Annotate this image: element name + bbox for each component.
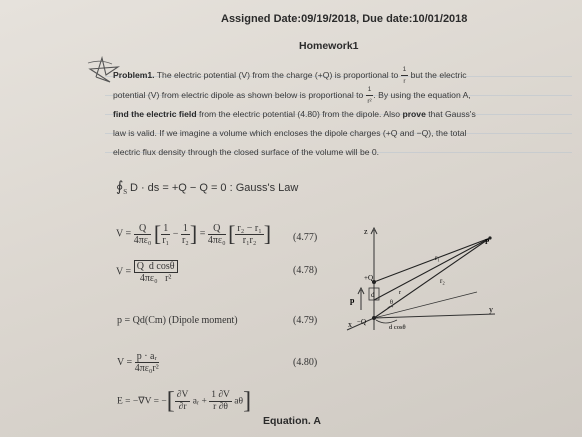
fraction-denominator: 4πε₀ r² [139, 273, 172, 284]
problem-line-3 [113, 105, 476, 124]
dcos-brace [376, 320, 397, 323]
fraction-denominator: 4πε₀ [133, 234, 152, 246]
gauss-law-expression: D · ds = +Q − Q = 0 : Gauss's Law [129, 182, 299, 194]
dipole-moment-label: p [350, 296, 355, 305]
equation-a-label: Equation. A [263, 415, 321, 427]
bold-phrase: prove [402, 109, 426, 119]
eq-fraction [134, 260, 178, 284]
r-line [374, 238, 490, 300]
d-label: d [371, 291, 375, 299]
problem-line-4: law is valid. If we imagine a volume which encloses the dipole charges (+Q and −Q), the total [113, 128, 467, 138]
fraction-denominator: r² [367, 98, 372, 105]
fraction-denominator: r ∂θ [213, 402, 228, 412]
dcos-label: d cosθ [389, 324, 406, 331]
equals-sign: = [199, 228, 206, 240]
unit-vector-theta: aθ [234, 396, 244, 407]
fraction-numerator: ∂V [176, 390, 189, 400]
eq-fraction [209, 390, 232, 413]
equation-number-4-80: (4.80) [293, 357, 318, 368]
eq-fraction [181, 223, 190, 246]
negative-charge [372, 316, 376, 320]
plus-q-label: +Q [364, 274, 374, 282]
eq-fraction [135, 351, 159, 374]
left-bracket: [ [228, 221, 236, 246]
fraction-numerator: 1 [163, 222, 169, 234]
problem-text: that Gauss's [425, 109, 476, 119]
eq-lhs: V = [116, 266, 132, 278]
eq-lhs: E = −∇V = − [117, 396, 167, 407]
right-bracket: ] [263, 221, 272, 246]
r2-label: r₂ [440, 277, 445, 285]
fraction-numerator: Q d cosθ [134, 260, 178, 273]
eq-fraction [161, 223, 170, 246]
problem-line-2 [113, 84, 471, 107]
x-label: x [348, 320, 352, 329]
fraction-numerator: Q [208, 223, 226, 235]
problem-text: . By using the equation A, [373, 89, 471, 100]
problem-text: from the electric potential (4.80) from the dipole. Also [196, 109, 403, 119]
dipole-diagram [335, 220, 505, 340]
fraction-numerator: p · aᵣ [136, 351, 157, 362]
eq-fraction [235, 223, 263, 246]
fraction-denominator: 4πε₀ [207, 234, 226, 246]
y-axis [374, 314, 495, 318]
fraction-denominator: r₂ [181, 234, 189, 246]
problem-line-5: electric flux density through the closed surface of the volume will be 0. [113, 147, 380, 157]
left-bracket: [ [166, 388, 175, 414]
equation-4-79: p = Qd(Cm) (Dipole moment) [117, 315, 238, 326]
problem-label: Problem1. [113, 69, 155, 80]
fraction-numerator: r₂ − r₁ [237, 222, 262, 234]
r1-label: r₁ [435, 254, 440, 262]
unit-vector-r: aᵣ + [192, 396, 207, 407]
right-bracket: ] [243, 388, 252, 414]
fraction-denominator: r₁r₂ [242, 234, 257, 246]
eq-lhs: V = [117, 356, 133, 368]
closed-surface-integral-icon: ∮ [116, 180, 124, 195]
gauss-law-equation [116, 179, 298, 196]
equation-4-78 [116, 260, 178, 284]
right-bracket: ] [189, 221, 198, 246]
eq-lhs: V = [116, 228, 132, 240]
fraction-numerator: 1 [366, 84, 374, 96]
assignment-dates: Assigned Date:09/19/2018, Due date:10/01/2018 [221, 13, 468, 25]
fraction-denominator: r [403, 78, 406, 85]
r-label: r [399, 290, 401, 296]
equation-number-4-79: (4.79) [293, 315, 318, 326]
homework-title: Homework1 [299, 40, 359, 52]
equation-a [117, 388, 251, 415]
bold-phrase: find the electric field [113, 109, 197, 119]
fraction-numerator: Q [134, 223, 152, 235]
r1-line [374, 238, 490, 282]
fraction-numerator: 1 [401, 64, 409, 76]
left-bracket: [ [153, 221, 162, 246]
equation-number-4-78: (4.78) [293, 265, 318, 276]
minus-sign: − [172, 228, 179, 240]
fraction-denominator: r₁ [162, 234, 170, 246]
problem-text: but the electric [408, 69, 467, 80]
eq-fraction [175, 390, 191, 413]
eq-fraction [208, 223, 226, 246]
fraction-denominator: 4πε₀r² [134, 363, 159, 374]
integral-subscript: S [123, 188, 128, 197]
problem-text: potential (V) from electric dipole as shown below is proportional to [113, 89, 366, 100]
fraction-numerator: 1 [182, 222, 188, 234]
fraction-denominator: ∂r [178, 402, 187, 412]
equation-number-4-77: (4.77) [293, 232, 318, 243]
theta-label: θ [390, 300, 393, 306]
equation-4-80 [117, 351, 159, 374]
fraction-numerator: 1 ∂V [211, 390, 230, 400]
y-label: y [489, 305, 493, 314]
eq-fraction [134, 223, 152, 246]
problem-text: The electric potential (V) from the charge (+Q) is proportional to [154, 69, 401, 80]
z-label: z [364, 227, 368, 236]
minus-q-label: −Q [357, 318, 367, 326]
equation-4-77 [116, 221, 271, 247]
p-point-label: P [485, 238, 490, 246]
